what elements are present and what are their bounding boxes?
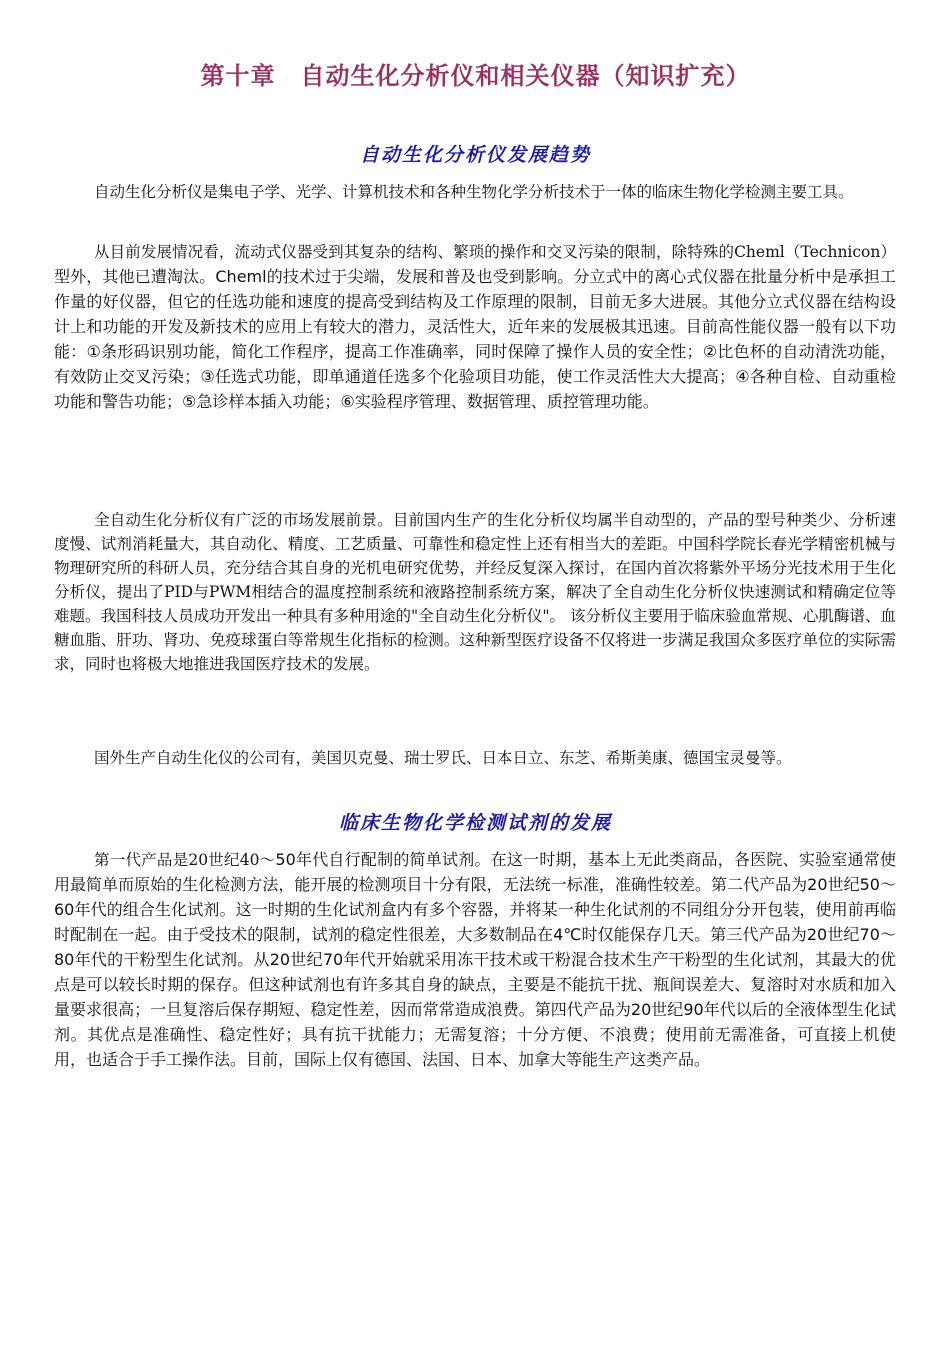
paragraph-current-status-lead: 从目前发展情况看，流动式仪器受到其复杂的结构、繁琐的操作和交叉污染的限制，除特殊的Cheml（Technicon） [94,243,896,261]
paragraph-reagent-lead: 第一代产品是20世纪40～ [94,851,276,869]
paragraph-current-status-rest: 型外，其他已遭淘汰。Cheml的技术过于尖端，发展和普及也受到影响。分立式中的离心式仪器在批量分析中是承担工作量的好仪器，但它的任选功能和速度的提高受到结构及工作原理的限制，目前无多大进展。其他分立式仪器在结构设计上和功能的开发及新技术的应用上有较大的潜力，灵活性大，近年来的发展极其迅速。目前高性能仪器一般有以下功能：①条形码识别功能，简化工作程序，提高工作准确率，同时保障了操作人员的安全性；②比色杯的自动清洗功能，有效防止交叉污染；③任选式功能，即单通道任选多个化验项目功能，使工作灵活性大大提高；④各种自检、自动重检功能和警告功能；⑤急诊样本插入功能；⑥实验程序管理、数据管理、质控管理功能。 [54,267,896,411]
paragraph-intro: 自动生化分析仪是集电子学、光学、计算机技术和各种生物化学分析技术于一体的临床生物化学检测主要工具。 [94,183,854,201]
chapter-title: 第十章 自动生化分析仪和相关仪器（知识扩充） [200,61,751,90]
paragraph-reagent-rest: 50年代自行配制的简单试剂。在这一时期，基本上无此类商品，各医院、实验室通常使用最简单而原始的生化检测方法，能开展的检测项目十分有限，无法统一标准，准确性较差。第二代产品为20世纪50～60年代的组合生化试剂。这一时期的生化试剂盒内有多个容器，并将某一种生化试剂的不同组分分开包装，使用前再临时配制在一起。由于受技术的限制，试剂的稳定性很差，大多数制品在4℃时仅能保存几天。第三代产品为20世纪70～80年代的干粉型生化试剂。从20世纪70年代开始就采用冻干技术或干粉混合技术生产干粉型的生化试剂，其最大的优点是可以较长时期的保存。但这种试剂也有许多其自身的缺点，主要是不能抗干扰、瓶间误差大、复溶时对水质和加入量要求很高；一旦复溶后保存期短、稳定性差，因而常常造成浪费。第四代产品为20世纪90年代以后的全液体型生化试剂。其优点是准确性、稳定性好；具有抗干扰能力；无需复溶；十分方便、不浪费；使用前无需准备，可直接上机使用，也适合于手工操作法。目前，国际上仅有德国、法国、日本、加拿大等能生产这类产品。 [54,850,896,1069]
paragraph-market-prospect: 全自动生化分析仪有广泛的市场发展前景。目前国内生产的生化分析仪均属半自动型的，产品的型号种类少、分析速度慢、试剂消耗量大，其自动化、精度、工艺质量、可靠性和稳定性上还有相当大的差距。中国科学院长春光学精密机械与物理研究所的科研人员，充分结合其自身的光机电研究优势，并经反复深入探讨，在国内首次将紫外平场分光技术用于生化分析仪，提出了PID与PWM相结合的温度控制系统和液路控制系统方案，解决了全自动生化分析仪快速测试和精确定位等难题。我国科技人员成功开发出一种具有多种用途的"全自动生化分析仪"。 该分析仪主要用于临床验血常规、心肌酶谱、血糖血脂、肝功、肾功、免疫球蛋白等常规生化指标的检测。这种新型医疗设备不仅将进一步满足我国众多医疗单位的实际需求，同时也将极大地推进我国医疗技术的发展。 [54,511,896,673]
paragraph-reagent-generations [54,848,896,1073]
paragraph-foreign-companies: 国外生产自动生化仪的公司有，美国贝克曼、瑞士罗氏、日本日立、东芝、希斯美康、德国宝灵曼等。 [94,749,792,767]
section-heading-reagents: 临床生物化学检测试剂的发展 [338,812,612,834]
section-heading-trends: 自动生化分析仪发展趋势 [359,144,591,166]
paragraph-current-status [54,240,896,415]
